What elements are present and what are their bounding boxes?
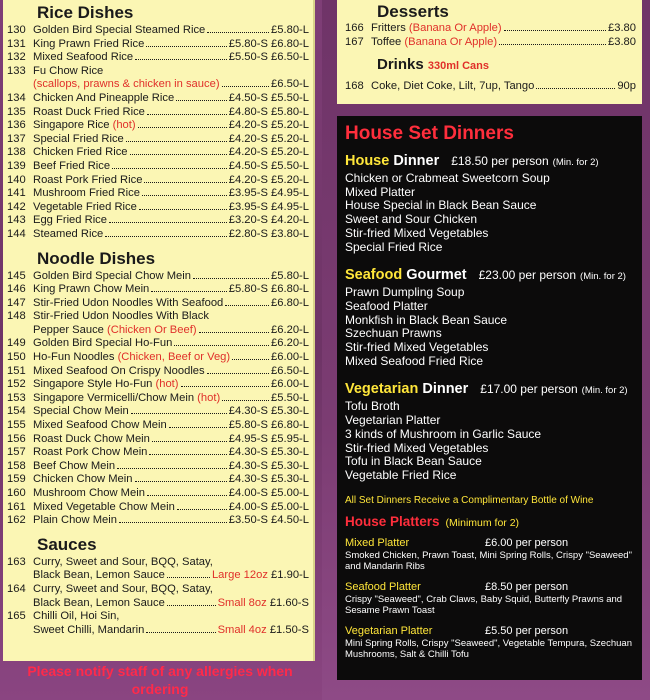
item-price: £6.50-L [271, 364, 309, 377]
dot-leader [130, 154, 227, 155]
house-platters-minimum: (Minimum for 2) [445, 516, 520, 529]
dot-leader [105, 236, 226, 237]
dot-leader [139, 209, 227, 210]
desserts-drinks-panel [337, 0, 642, 104]
item-name: Roast Duck Fried Rice [33, 105, 145, 118]
sauce-price [218, 597, 309, 611]
sauce-price-value: £1.50-S [269, 623, 309, 636]
item-number: 165 [7, 610, 26, 623]
item-price: £6.50-L [271, 78, 309, 91]
set-dinner-course: Mixed Seafood Fried Rice [345, 353, 484, 368]
item-name: Fu Chow Rice [33, 64, 104, 77]
dot-leader [147, 495, 227, 496]
desserts-title: Desserts [377, 2, 449, 21]
set-dinner-price: £17.00 per person [480, 382, 578, 397]
rice-item-row [7, 24, 309, 38]
sauce-price [212, 569, 309, 583]
platter-price: £5.50 per person [485, 624, 569, 637]
item-number: 141 [7, 187, 26, 200]
dot-leader [146, 46, 226, 47]
item-price: £4.80-S £5.80-L [228, 105, 309, 118]
item-name: Chicken Fried Rice [33, 146, 128, 159]
rice-item-row [7, 119, 309, 133]
dot-leader [207, 32, 269, 33]
platter-description: Smoked Chicken, Prawn Toast, Mini Spring Rolls, Crispy "Seaweed" and Mandarin Ribs [345, 549, 632, 573]
item-name: Roast Pork Chow Mein [33, 446, 148, 459]
drinks-title-text: Drinks [377, 56, 424, 74]
dot-leader [207, 373, 269, 374]
item-name: Special Fried Rice [33, 132, 124, 145]
item-number: 153 [7, 391, 26, 404]
set-dinner-course: House Special in Black Bean Sauce [345, 198, 537, 213]
dot-leader [167, 577, 210, 578]
set-dinner-course: Mixed Platter [345, 184, 416, 199]
drinks-note: 330ml Cans [427, 60, 490, 73]
platter-description: Mini Spring Rolls, Crispy "Seaweed", Vegetable Tempura, Szechuan Mushrooms, Salt & Chilli Tofu [345, 637, 632, 661]
item-name: King Prawn Fried Rice [33, 37, 145, 50]
item-price: £4.00-S £5.00-L [228, 500, 309, 513]
drink-item-row [345, 80, 636, 94]
item-price: £3.95-S £4.95-L [228, 200, 309, 213]
dot-leader [146, 632, 215, 633]
item-name: King Prawn Chow Mein [33, 283, 150, 296]
item-name: Special Chow Mein [33, 405, 129, 418]
rice-item-row [7, 146, 309, 160]
item-number: 130 [7, 24, 26, 36]
noodle-item-row [7, 324, 309, 338]
item-number: 157 [7, 446, 26, 459]
dessert-item-row [345, 36, 636, 50]
item-note: (Chicken, Beef or Veg) [117, 351, 231, 364]
dot-leader [119, 522, 227, 523]
set-dinner-name-first: Vegetarian [345, 381, 419, 398]
sauce-names: Sweet Chilli, Mandarin [33, 623, 145, 636]
rice-item-row [7, 133, 309, 147]
item-number: 166 [345, 22, 364, 34]
set-dinner-name-second: Dinner [393, 153, 440, 169]
sauce-size: Large 12oz [211, 569, 272, 582]
set-dinner-name-first: House [345, 153, 390, 169]
dot-leader [193, 278, 269, 279]
dot-leader [109, 222, 227, 223]
item-name: Mushroom Fried Rice [33, 187, 140, 200]
item-number: 148 [7, 310, 26, 323]
item-price: £6.00-L [271, 351, 309, 364]
item-name: Roast Pork Fried Rice [33, 173, 143, 186]
item-price: £4.20-S £5.20-L [228, 119, 309, 132]
sauce-names: Black Bean, Lemon Sauce [33, 596, 165, 609]
left-menu-panel [3, 0, 315, 661]
rice-item-row [7, 214, 309, 228]
dot-leader [169, 427, 227, 428]
item-price: £3.80 [608, 22, 636, 34]
item-price: £5.50-L [271, 391, 309, 404]
set-dinner-price: £18.50 per person [451, 154, 549, 168]
item-name: Mixed Vegetable Chow Mein [33, 500, 175, 513]
item-name: Beef Fried Rice [33, 159, 111, 172]
item-price: £3.50-S £4.50-L [228, 514, 309, 527]
item-name: Coke, Diet Coke, Lilt, 7up, Tango [371, 80, 535, 93]
set-dinner-course: Vegetarian Platter [345, 413, 441, 428]
item-name: Singapore Style Ho-Fun (hot) [33, 378, 179, 391]
item-number: 154 [7, 405, 26, 418]
item-number: 147 [7, 296, 26, 309]
item-price: £6.00-L [271, 378, 309, 391]
platter-block [345, 625, 636, 661]
dot-leader [126, 141, 227, 142]
item-price: £4.30-S £5.30-L [228, 446, 309, 459]
item-number: 146 [7, 283, 26, 296]
item-name: Golden Bird Special Steamed Rice [33, 24, 206, 36]
rice-item-row [7, 38, 309, 52]
set-dinner-minimum: (Min. for 2) [581, 385, 628, 397]
item-price: £5.50-S £6.50-L [228, 51, 309, 64]
platter-price: £6.00 per person [485, 536, 569, 549]
noodle-item-row [7, 270, 309, 284]
noodle-item-row [7, 283, 309, 297]
item-name: Chicken And Pineapple Rice [33, 91, 175, 104]
noodle-item-row [7, 297, 309, 311]
platter-header [345, 581, 636, 594]
desserts-list [345, 22, 636, 49]
set-dinner-course: Szechuan Prawns [345, 326, 442, 341]
rice-item-row [7, 78, 309, 92]
noodle-item-row [7, 433, 309, 447]
item-price: £5.80-S £6.80-L [228, 419, 309, 432]
set-dinner-header [345, 380, 636, 400]
item-name: Pepper Sauce (Chicken Or Beef) [33, 323, 197, 336]
dot-leader [151, 291, 226, 292]
item-name: Vegetable Fried Rice [33, 200, 137, 213]
item-number: 164 [7, 582, 26, 595]
set-dinners-list [345, 152, 636, 483]
item-number: 143 [7, 214, 26, 227]
item-price: £6.20-L [271, 323, 309, 336]
sauce-names: Black Bean, Lemon Sauce [33, 569, 165, 582]
noodle-item-row [7, 351, 309, 365]
item-number: 158 [7, 459, 26, 472]
sauce-size: Small 8oz [217, 596, 270, 609]
item-name: (scallops, prawns & chicken in sauce) [33, 78, 220, 91]
dessert-item-row [345, 22, 636, 36]
dot-leader [117, 468, 227, 469]
rice-item-row [7, 51, 309, 65]
item-price: £6.80-L [271, 296, 309, 309]
item-name: Steamed Rice [33, 227, 104, 240]
platter-block [345, 537, 636, 573]
set-dinner-course: Vegetable Fried Rice [345, 467, 457, 482]
noodle-item-row [7, 514, 309, 528]
item-number: 132 [7, 51, 26, 64]
dot-leader [225, 305, 269, 306]
item-number: 151 [7, 364, 26, 377]
set-dinner-name-first: Seafood [345, 267, 403, 284]
item-price: £6.20-L [271, 337, 309, 350]
dot-leader [131, 413, 227, 414]
platter-name: Seafood Platter [345, 580, 421, 593]
sauce-names: Curry, Sweet and Sour, BQQ, Satay, [33, 555, 213, 568]
item-number: 134 [7, 91, 26, 104]
rice-item-row [7, 201, 309, 215]
item-price: £3.20-S £4.20-L [228, 214, 309, 227]
item-number: 140 [7, 173, 26, 186]
sauce-item-row [7, 597, 309, 611]
set-dinner-course: Stir-fried Mixed Vegetables [345, 225, 489, 240]
dot-leader [504, 30, 606, 31]
dot-leader [138, 127, 227, 128]
noodle-item-row [7, 446, 309, 460]
item-note: (Banana Or Apple) [408, 22, 502, 34]
set-dinner-course: Sweet and Sour Chicken [345, 212, 478, 227]
noodle-item-row [7, 392, 309, 406]
sauces-title: Sauces [37, 534, 97, 554]
item-price: £4.30-S £5.30-L [228, 459, 309, 472]
item-note: (Chicken Or Beef) [107, 323, 197, 336]
rice-item-row [7, 106, 309, 120]
dot-leader [536, 88, 615, 89]
set-dinner-course: Tofu in Black Bean Sauce [345, 454, 482, 469]
dot-leader [199, 332, 270, 333]
item-price: £4.20-S £5.20-L [228, 173, 309, 186]
item-price: £3.95-S £4.95-L [228, 187, 309, 200]
dot-leader [142, 195, 227, 196]
noodle-item-row [7, 473, 309, 487]
set-dinner-course: 3 kinds of Mushroom in Garlic Sauce [345, 426, 542, 441]
noodle-dishes-list [7, 270, 309, 528]
rice-item-row [7, 92, 309, 106]
rice-item-row [7, 187, 309, 201]
dot-leader [181, 386, 270, 387]
item-price: £5.80-S £6.80-L [228, 283, 309, 296]
allergy-notice: Please notify staff of any allergies when ordering [27, 663, 293, 697]
platter-header [345, 537, 636, 550]
dot-leader [232, 359, 269, 360]
noodle-item-row [7, 460, 309, 474]
item-price: £4.50-S £5.50-L [228, 91, 309, 104]
item-price: £4.20-S £5.20-L [228, 132, 309, 145]
item-number: 138 [7, 146, 26, 159]
item-number: 150 [7, 351, 26, 364]
item-number: 162 [7, 514, 26, 527]
set-dinner-header [345, 266, 636, 286]
item-number: 144 [7, 227, 26, 240]
noodle-item-row [7, 365, 309, 379]
rice-item-row [7, 228, 309, 242]
item-number: 136 [7, 119, 26, 132]
item-name: Egg Fried Rice [33, 214, 107, 227]
sauce-item-row [7, 624, 309, 638]
set-dinner-course: Prawn Dumpling Soup [345, 285, 465, 300]
set-dinner-block [345, 380, 636, 482]
item-name: Mixed Seafood On Crispy Noodles [33, 364, 205, 377]
set-dinner-course: Stir-fried Mixed Vegetables [345, 340, 489, 355]
item-price: £5.80-L [271, 269, 309, 282]
sauce-price-value: £1.60-S [269, 596, 309, 609]
sauce-names: Curry, Sweet and Sour, BQQ, Satay, [33, 582, 213, 595]
item-name: Fritters (Banana Or Apple) [371, 22, 502, 34]
set-dinner-block [345, 266, 636, 368]
set-dinner-header [345, 152, 636, 172]
item-note: (hot) [112, 119, 136, 132]
item-price: £3.80 [608, 35, 636, 48]
item-name: Mixed Seafood Rice [33, 51, 134, 64]
item-name: Chicken Chow Mein [33, 473, 133, 486]
dot-leader [176, 100, 227, 101]
item-price: £5.80-L [271, 24, 309, 36]
item-name: Golden Bird Special Chow Mein [33, 269, 191, 282]
item-price: £4.20-S £5.20-L [228, 146, 309, 159]
noodle-item-row [7, 310, 309, 324]
item-name: Singapore Vermicelli/Chow Mein (hot) [33, 391, 221, 404]
platter-price: £8.50 per person [485, 580, 569, 593]
set-dinner-minimum: (Min. for 2) [580, 271, 626, 283]
item-price: £2.80-S £3.80-L [228, 227, 309, 240]
item-price: £4.30-S £5.30-L [228, 405, 309, 418]
item-note: (hot) [155, 378, 179, 391]
set-dinner-block [345, 152, 636, 254]
rice-item-row [7, 65, 309, 79]
item-name: Mushroom Chow Mein [33, 487, 145, 499]
item-number: 139 [7, 159, 26, 172]
item-number: 159 [7, 473, 26, 486]
set-dinner-course: Chicken or Crabmeat Sweetcorn Soup [345, 171, 550, 185]
set-dinner-course: Stir-fried Mixed Vegetables [345, 440, 489, 455]
house-set-dinners-title: House Set Dinners [345, 123, 514, 144]
item-name: Singapore Rice (hot) [33, 119, 136, 132]
house-platters-title: House Platters [345, 513, 440, 529]
item-number: 133 [7, 64, 26, 77]
item-number: 152 [7, 378, 26, 391]
item-price: £4.95-S £5.95-L [228, 432, 309, 445]
noodle-item-row [7, 405, 309, 419]
item-name: Mixed Seafood Chow Mein [33, 419, 167, 432]
item-number: 131 [7, 37, 26, 50]
dot-leader [499, 44, 606, 45]
rice-item-row [7, 174, 309, 188]
item-number: 145 [7, 269, 26, 282]
house-set-dinners-panel [337, 116, 642, 680]
item-name: Toffee (Banana Or Apple) [371, 35, 498, 48]
item-number: 137 [7, 132, 26, 145]
dot-leader [222, 86, 270, 87]
item-price: 90p [617, 80, 636, 93]
item-name: Ho-Fun Noodles (Chicken, Beef or Veg) [33, 351, 231, 364]
item-note: (Banana Or Apple) [404, 35, 498, 48]
noodle-item-row [7, 378, 309, 392]
set-dinner-course: Tofu Broth [345, 399, 400, 414]
noodle-item-row [7, 501, 309, 515]
platter-name: Vegetarian Platter [345, 624, 433, 637]
rice-dishes-title: Rice Dishes [37, 3, 134, 22]
set-dinner-course: Seafood Platter [345, 298, 428, 313]
item-number: 161 [7, 500, 26, 513]
dot-leader [135, 59, 227, 60]
item-price: £4.30-S £5.30-L [228, 473, 309, 486]
sauce-item-row [7, 569, 309, 583]
dot-leader [144, 182, 226, 183]
drinks-title [377, 55, 636, 76]
set-dinner-course: Monkfish in Black Bean Sauce [345, 312, 508, 327]
dot-leader [167, 605, 216, 606]
item-number: 163 [7, 555, 26, 568]
house-platters-header [345, 514, 636, 529]
sauce-price [218, 624, 309, 638]
item-number: 168 [345, 80, 364, 93]
noodle-dishes-title: Noodle Dishes [37, 248, 156, 268]
dot-leader [147, 114, 227, 115]
item-number: 160 [7, 487, 26, 499]
sauce-price-value: £1.90-L [271, 569, 309, 582]
item-name: Roast Duck Chow Mein [33, 432, 150, 445]
dot-leader [112, 168, 227, 169]
sauce-item-row [7, 610, 309, 624]
dot-leader [149, 454, 226, 455]
set-dinner-name-second: Gourmet [406, 267, 467, 284]
rice-dishes-list [7, 24, 309, 242]
dot-leader [222, 400, 269, 401]
dot-leader [152, 441, 227, 442]
rice-item-row [7, 160, 309, 174]
platter-description: Crispy "Seaweed", Crab Claws, Baby Squid, Butterfly Prawns and Sesame Prawn Toast [345, 593, 623, 617]
item-price: £4.00-S £5.00-L [228, 487, 309, 499]
item-number: 156 [7, 432, 26, 445]
sauce-item-row [7, 556, 309, 570]
item-note: (hot) [197, 391, 221, 404]
platter-name: Mixed Platter [345, 536, 410, 549]
drinks-list [345, 80, 636, 94]
dot-leader [177, 509, 227, 510]
item-price: £4.50-S £5.50-L [228, 159, 309, 172]
platter-block [345, 581, 636, 617]
item-number: 167 [345, 35, 364, 48]
sauces-list [7, 556, 309, 638]
house-platters-list [345, 537, 636, 661]
set-dinner-price: £23.00 per person [478, 268, 577, 283]
item-number: 155 [7, 419, 26, 432]
dot-leader [174, 345, 269, 346]
noodle-item-row [7, 419, 309, 433]
item-number: 142 [7, 200, 26, 213]
item-name: Stir-Fried Udon Noodles With Black [33, 310, 209, 323]
complimentary-wine-note: All Set Dinners Receive a Complimentary Bottle of Wine [345, 494, 594, 506]
item-name: Golden Bird Special Ho-Fun [33, 337, 173, 350]
set-dinner-name-second: Dinner [422, 381, 469, 398]
set-dinner-course: Special Fried Rice [345, 239, 443, 254]
item-number: 149 [7, 337, 26, 350]
sauce-names: Chilli Oil, Hoi Sin, [33, 610, 120, 623]
set-dinner-minimum: (Min. for 2) [552, 157, 599, 168]
dot-leader [135, 481, 227, 482]
sauce-item-row [7, 583, 309, 597]
item-number: 135 [7, 105, 26, 118]
item-name: Plain Chow Mein [33, 514, 117, 527]
sauce-size: Small 4oz [217, 623, 270, 636]
platter-header [345, 625, 636, 638]
noodle-item-row [7, 487, 309, 501]
item-name: Stir-Fried Udon Noodles With Seafood [33, 296, 224, 309]
item-name: Beef Chow Mein [33, 459, 116, 472]
item-price: £5.80-S £6.80-L [228, 37, 309, 50]
noodle-item-row [7, 337, 309, 351]
